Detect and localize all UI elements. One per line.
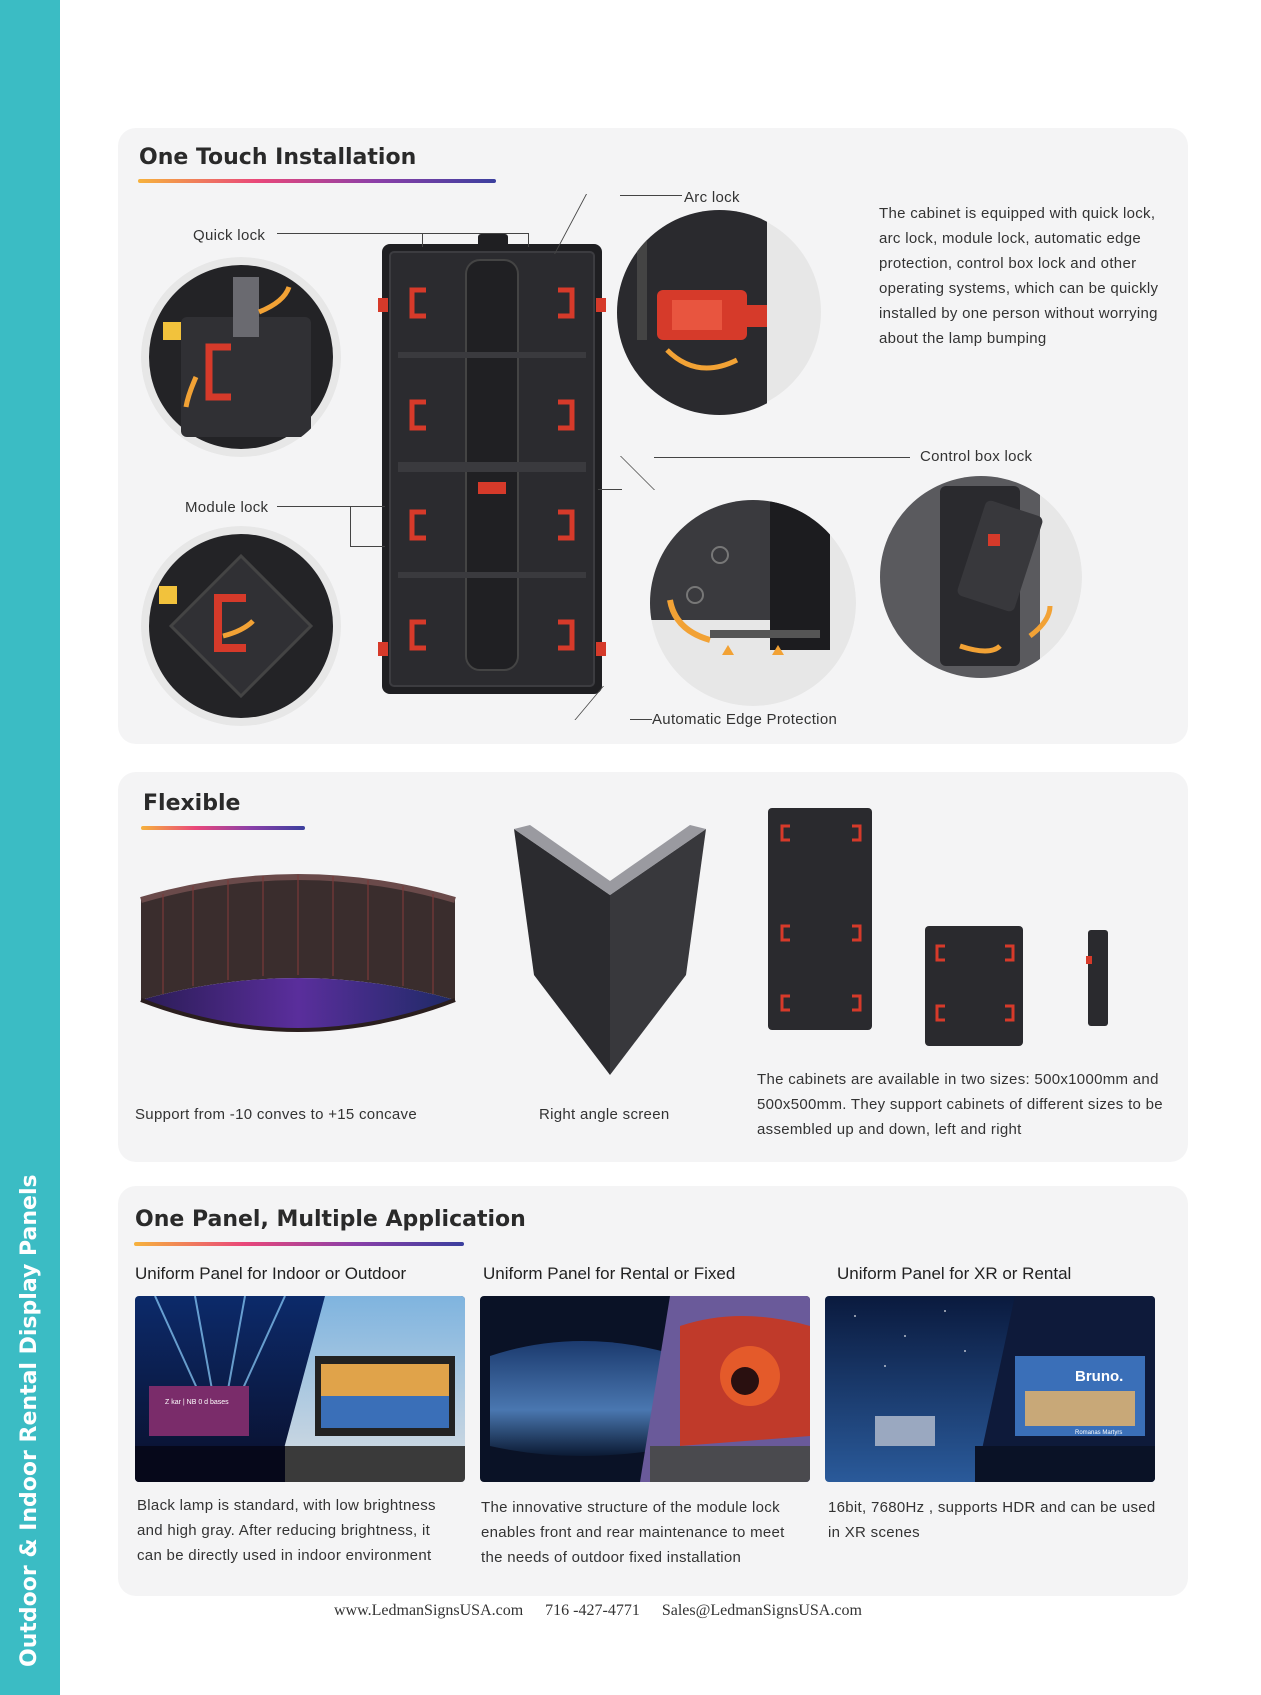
cabinet-sizes-caption: The cabinets are available in two sizes: 500x1000mm and 500x500mm. They support cabinets of different sizes to be assembled up and down, left and right [757,1071,1163,1138]
module-lock-leader-h2 [350,546,385,547]
sidebar-band [0,0,60,1695]
installation-description: The cabinet is equipped with quick lock, arc lock, module lock, automatic edge protection, control box lock and other operating systems, which can be quickly installed by one person without worrying about the lamp bumping [879,205,1159,347]
xr-screen-title: Bruno. [1075,1368,1124,1385]
flexible-title-underline [141,826,305,830]
curved-screen-image [133,860,463,1050]
installation-title: One Touch Installation [139,145,417,170]
edge-protection-image [650,500,856,706]
right-angle-screen-image [510,825,710,1080]
arc-lock-label: Arc lock [684,189,740,206]
app-text-indoor-outdoor: Black lamp is standard, with low brightness and high gray. After reducing brightness, it can be directly used in indoor environment [137,1497,436,1564]
footer-contact [334,1602,880,1620]
cabinet-back-image [378,232,606,704]
app-text-xr-rental: 16bit, 7680Hz , supports HDR and can be used in XR scenes [828,1499,1156,1541]
curve-caption: Support from -10 conves to +15 concave [135,1106,417,1123]
control-box-lock-image [880,476,1082,678]
edge-protection-leader [630,719,652,720]
quick-lock-label: Quick lock [193,227,266,244]
application-title-underline [134,1242,464,1246]
arc-lock-image [617,210,822,415]
app-text-rental-fixed: The innovative structure of the module lock enables front and rear maintenance to meet the needs of outdoor fixed installation [481,1499,785,1566]
sidebar-title: Outdoor & Indoor Rental Display Panels [17,1174,42,1667]
footer-website[interactable]: www.LedmanSignsUSA.com [334,1602,524,1619]
control-box-lock-label: Control box lock [920,448,1033,465]
app-photo-concert [135,1296,465,1482]
app-heading-rental-fixed: Uniform Panel for Rental or Fixed [483,1264,736,1283]
quick-lock-leader-tick2 [422,233,423,247]
quick-lock-leader [277,233,529,234]
xr-screen-caption: Romanas Martyrs [1075,1430,1123,1436]
right-angle-caption: Right angle screen [539,1106,670,1123]
app-photo-curved-building [480,1296,810,1482]
app-photo-xr-studio [825,1296,1155,1482]
edge-protection-label: Automatic Edge Protection [652,711,838,728]
module-lock-leader-v [350,506,351,546]
quick-lock-leader-tick [528,233,529,247]
cabinet-sizes-image [760,806,1130,1051]
quick-lock-image [141,257,341,457]
arc-lock-leader [620,195,682,196]
concert-screen-text: Z kar | NB 0 d bases [165,1399,229,1406]
module-lock-leader [277,506,385,507]
module-lock-image [141,526,341,726]
footer-email[interactable]: Sales@LedmanSignsUSA.com [661,1602,862,1619]
installation-title-underline [138,179,496,183]
application-title: One Panel, Multiple Application [135,1207,526,1232]
flexible-title: Flexible [143,791,241,816]
app-heading-indoor-outdoor: Uniform Panel for Indoor or Outdoor [135,1264,407,1283]
footer-phone[interactable]: 716 -427-4771 [545,1602,640,1619]
control-box-leader [654,457,910,458]
app-heading-xr-rental: Uniform Panel for XR or Rental [837,1264,1072,1283]
control-box-leader-h2 [598,489,622,490]
module-lock-label: Module lock [185,499,269,516]
